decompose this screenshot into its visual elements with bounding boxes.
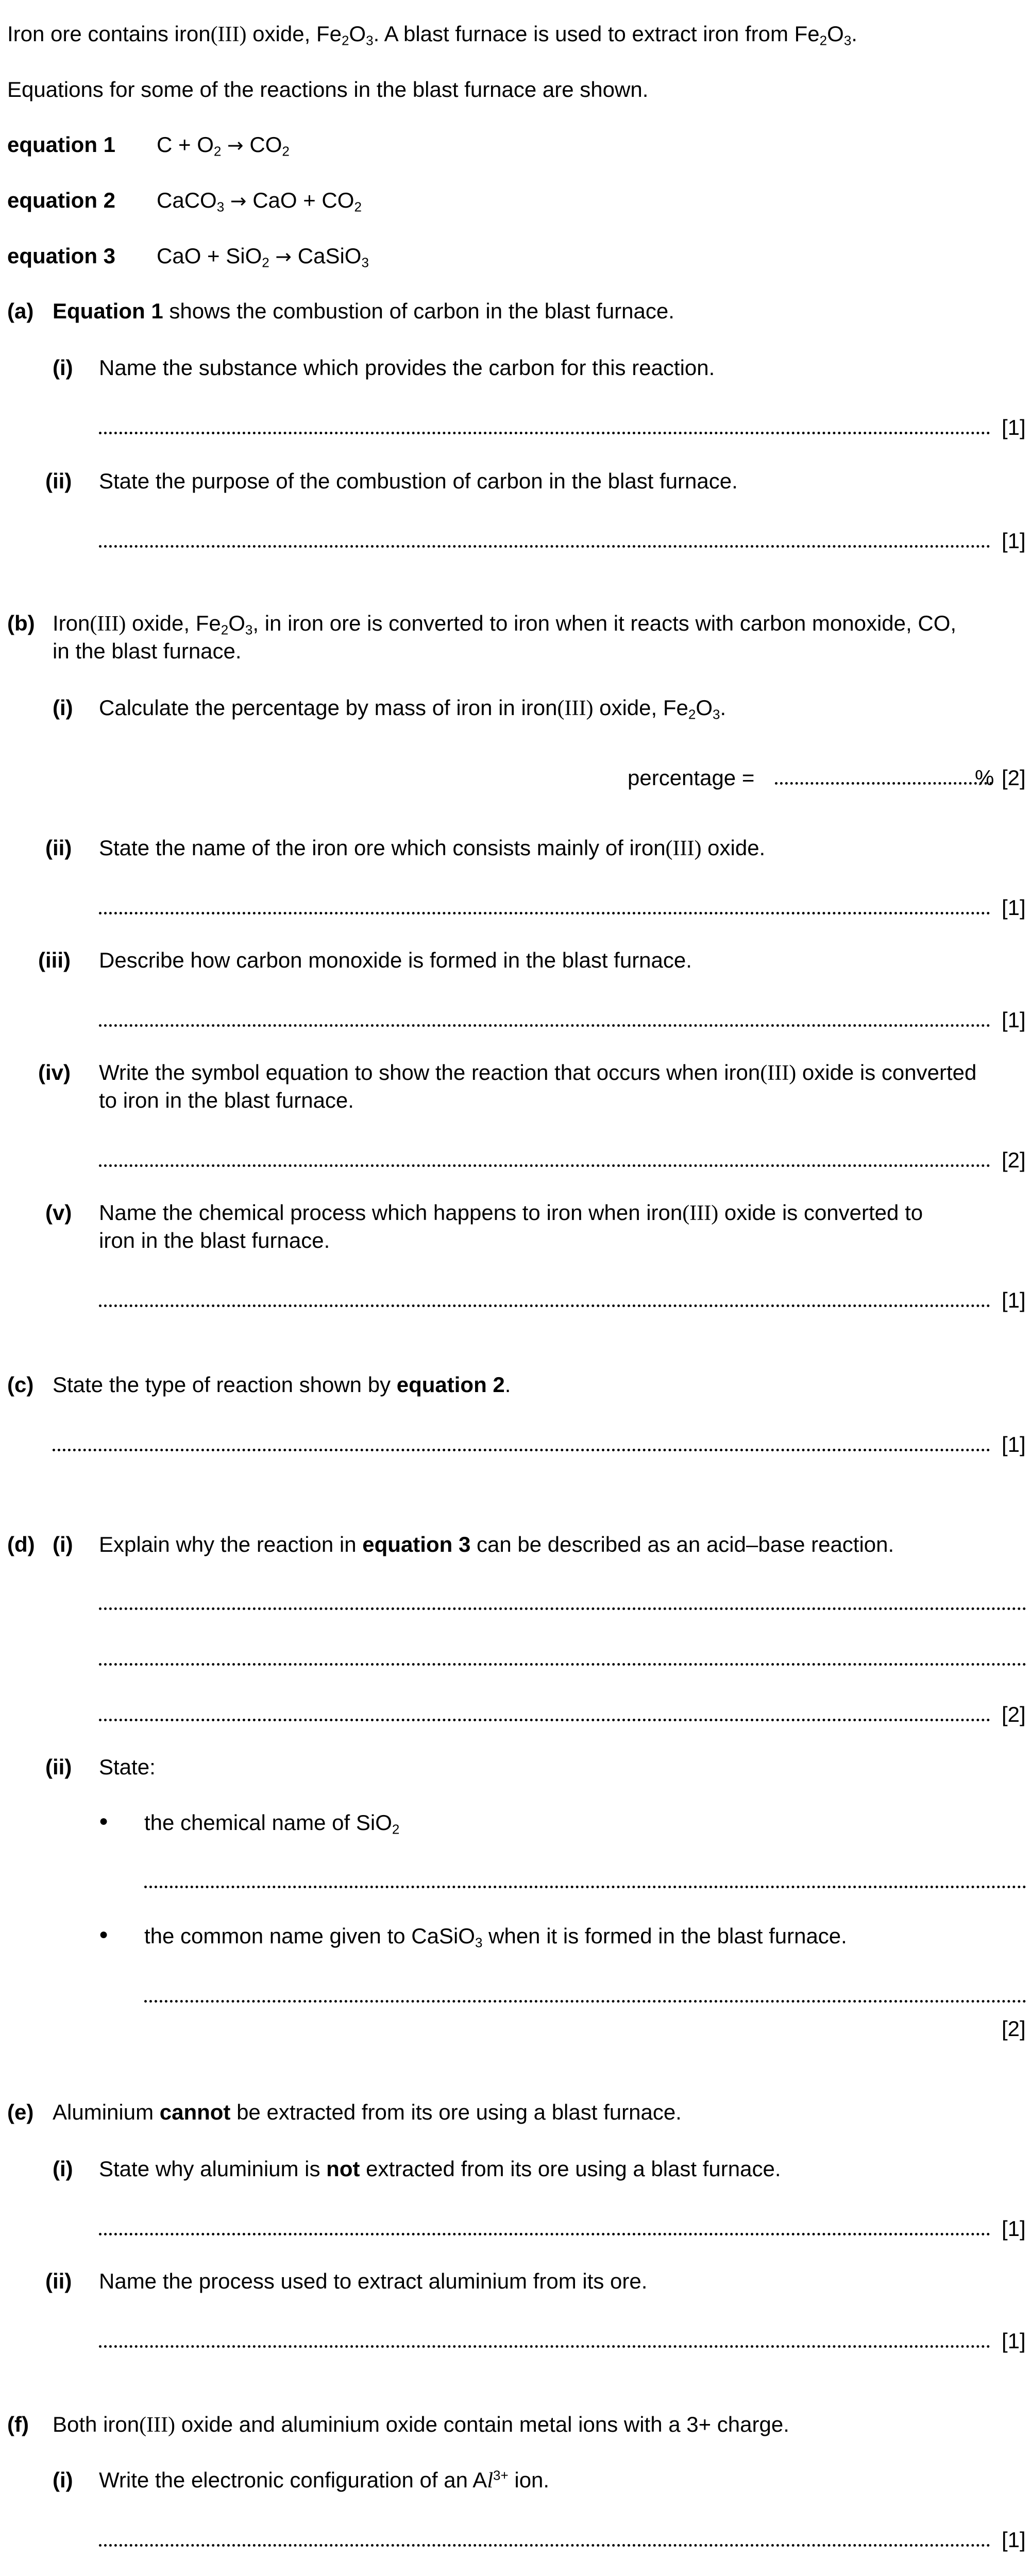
part-e-label: (e)	[7, 2100, 34, 2124]
part-a-ii-text: State the purpose of the combustion of carbon in the blast furnace.	[99, 469, 738, 493]
mark: [2]	[1002, 1148, 1026, 1172]
part-a-text: Equation 1 shows the combustion of carbon in the blast furnace.	[53, 299, 674, 323]
mark: [2]	[1002, 766, 1026, 790]
answer-line[interactable]	[99, 2233, 990, 2235]
part-c-text: State the type of reaction shown by equation 2.	[53, 1372, 511, 1397]
part-b-ii-label: (ii)	[45, 836, 72, 860]
equation-1: $C + O_2 \to CO_2$	[157, 132, 290, 159]
mark: [1]	[1002, 2528, 1026, 2552]
part-f-i-text: Write the electronic configuration of an $Al^{3+}$ ion.	[99, 2467, 550, 2493]
part-c-label: (c)	[7, 1372, 34, 1397]
part-b-iv-text-2: to iron in the blast furnace.	[99, 1088, 354, 1112]
answer-line[interactable]	[99, 1304, 990, 1307]
part-d-ii-label: (ii)	[45, 1755, 72, 1779]
part-e-ii-text: Name the process used to extract aluminium from its ore.	[99, 2269, 648, 2293]
percentage-answer-line[interactable]	[775, 782, 992, 785]
part-b-iv-label: (iv)	[38, 1060, 71, 1084]
mark: [1]	[1002, 895, 1026, 920]
equation-2: CaCO$_3$ → CaO + $CO_2$	[157, 188, 362, 215]
part-b-i-label: (i)	[53, 696, 73, 720]
part-d-ii-bullet-2: the common name given to CaSiO$_3$ when it is formed in the blast furnace.	[144, 1924, 847, 1951]
part-d-label: (d)	[7, 1532, 35, 1556]
answer-line[interactable]	[99, 432, 990, 434]
part-f-i-label: (i)	[53, 2468, 73, 2492]
part-a-label: (a)	[7, 299, 34, 323]
part-b-iv-text-1: Write the symbol equation to show the reaction that occurs when iron(III) oxide is converted	[99, 1060, 977, 1085]
part-b-ii-text: State the name of the iron ore which consists mainly of iron(III) oxide.	[99, 836, 766, 860]
part-b-label: (b)	[7, 611, 35, 635]
intro-line-2: Equations for some of the reactions in the blast furnace are shown.	[7, 77, 649, 101]
answer-line[interactable]	[99, 1607, 1026, 1610]
part-e-ii-label: (ii)	[45, 2269, 72, 2293]
equation-3-label: equation 3	[7, 244, 116, 268]
mark: [1]	[1002, 1008, 1026, 1032]
part-d-i-text: Explain why the reaction in equation 3 can be described as an acid–base reaction.	[99, 1532, 894, 1556]
mark: [1]	[1002, 1432, 1026, 1456]
answer-line[interactable]	[99, 1719, 990, 1721]
part-b-v-text-1: Name the chemical process which happens to iron when iron(III) oxide is converted to	[99, 1200, 923, 1225]
part-f-label: (f)	[7, 2412, 29, 2436]
percentage-label: percentage =	[628, 766, 755, 790]
part-b-i-text: Calculate the percentage by mass of iron in iron(III) oxide, $Fe_2O_3$.	[99, 696, 726, 722]
answer-line[interactable]	[53, 1449, 990, 1451]
answer-line[interactable]	[144, 2000, 1026, 2003]
part-d-i-label: (i)	[53, 1532, 73, 1556]
part-a-ii-label: (ii)	[45, 469, 72, 493]
mark: [2]	[1002, 1702, 1026, 1726]
answer-line[interactable]	[99, 2544, 990, 2547]
part-a-i-text: Name the substance which provides the carbon for this reaction.	[99, 355, 715, 380]
part-b-v-text-2: iron in the blast furnace.	[99, 1228, 330, 1252]
part-b-text-2: in the blast furnace.	[53, 639, 242, 663]
part-b-iii-label: (iii)	[38, 948, 71, 972]
answer-line[interactable]	[99, 912, 990, 914]
part-b-text-1: Iron(III) oxide, $Fe_2O_3$, in iron ore is converted to iron when it reacts with carbon monoxide, CO,	[53, 611, 957, 638]
mark: [1]	[1002, 2216, 1026, 2241]
mark: [1]	[1002, 2329, 1026, 2353]
percent-sign: %	[975, 766, 994, 790]
intro-line-1: Iron ore contains iron(III) oxide, $Fe_2O_3$. A blast furnace is used to extract iron from $Fe_2O_3$.	[7, 22, 857, 48]
part-b-iii-text: Describe how carbon monoxide is formed in the blast furnace.	[99, 948, 692, 972]
part-e-text: Aluminium cannot be extracted from its ore using a blast furnace.	[53, 2100, 682, 2124]
mark: [1]	[1002, 415, 1026, 439]
equation-2-label: equation 2	[7, 188, 116, 212]
answer-line[interactable]	[99, 2345, 990, 2348]
mark: [1]	[1002, 1288, 1026, 1312]
answer-line[interactable]	[99, 1024, 990, 1027]
answer-line[interactable]	[99, 1164, 990, 1167]
part-d-ii-bullet-1: the chemical name of SiO$_2$	[144, 1810, 400, 1837]
answer-line[interactable]	[144, 1886, 1026, 1888]
part-f-text: Both iron(III) oxide and aluminium oxide contain metal ions with a 3+ charge.	[53, 2412, 789, 2437]
part-a-i-label: (i)	[53, 355, 73, 380]
equation-3: CaO + SiO$_2$ → CaSiO$_3$	[157, 244, 369, 270]
part-e-i-label: (i)	[53, 2157, 73, 2181]
bullet-icon: ●	[99, 1812, 109, 1829]
part-b-v-label: (v)	[45, 1200, 72, 1225]
equation-1-label: equation 1	[7, 132, 116, 157]
answer-line[interactable]	[99, 1663, 1026, 1666]
part-e-i-text: State why aluminium is not extracted from its ore using a blast furnace.	[99, 2157, 781, 2181]
mark: [1]	[1002, 529, 1026, 553]
mark: [2]	[1002, 2016, 1026, 2041]
answer-line[interactable]	[99, 545, 990, 548]
part-d-ii-text: State:	[99, 1755, 156, 1779]
bullet-icon: ●	[99, 1926, 109, 1943]
